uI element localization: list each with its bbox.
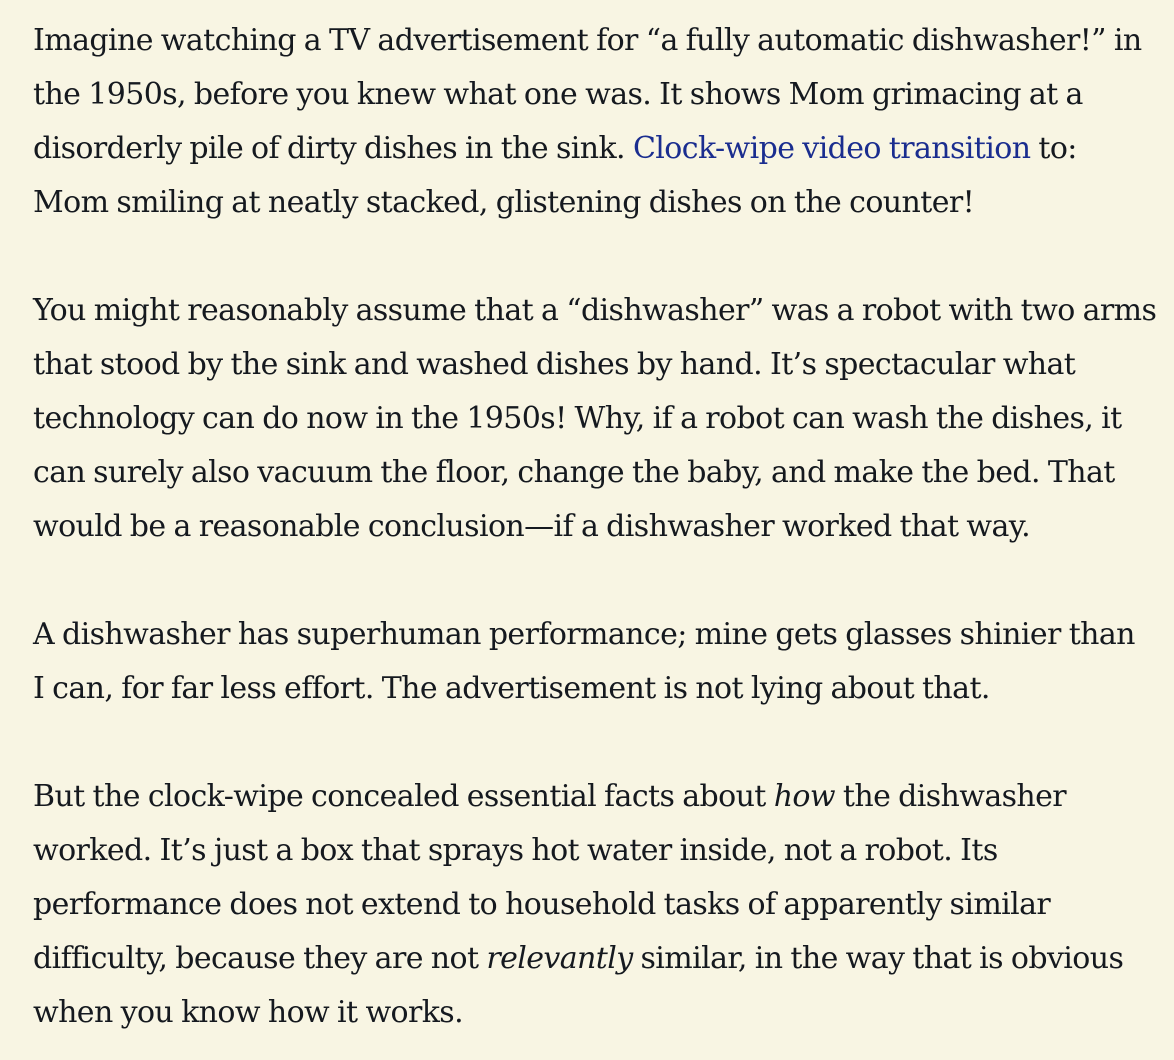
paragraph-2	[33, 284, 1157, 554]
text-line: A dishwasher has superhuman performance; mine gets glasses shinier than	[33, 617, 1135, 652]
paragraph-4	[33, 770, 1153, 1040]
clock-wipe-video-transition-link[interactable]: Clock-wipe video transition	[632, 131, 1031, 166]
text-fragment: disorderly pile of dirty dishes in the sink.	[33, 131, 633, 166]
text-fragment: But the clock-wipe concealed essential facts about	[33, 779, 774, 814]
text-fragment: the dishwasher	[834, 779, 1067, 814]
article-body	[33, 14, 1157, 1040]
text-line: worked. It’s just a box that sprays hot water inside, not a robot. Its	[33, 833, 998, 868]
emphasis-how: how	[773, 779, 835, 814]
paragraph-3	[33, 608, 1153, 716]
paragraph-1	[33, 14, 1153, 230]
text-line: technology can do now in the 1950s! Why, if a robot can wash the dishes, it	[33, 401, 1122, 436]
text-line: Imagine watching a TV advertisement for “a fully automatic dishwasher!” in	[33, 23, 1142, 58]
text-line	[33, 770, 1153, 824]
text-line: when you know how it works.	[33, 995, 464, 1030]
text-line: can surely also vacuum the floor, change the baby, and make the bed. That	[33, 455, 1115, 490]
text-fragment: to:	[1030, 131, 1077, 166]
text-line: that stood by the sink and washed dishes by hand. It’s spectacular what	[33, 347, 1076, 382]
paragraph-gap	[33, 716, 1153, 770]
text-line	[33, 932, 1153, 986]
text-line: would be a reasonable conclusion—if a dishwasher worked that way.	[33, 509, 1031, 544]
text-fragment: similar, in the way that is obvious	[632, 941, 1124, 976]
text-line: You might reasonably assume that a “dishwasher” was a robot with two arms	[33, 293, 1157, 328]
paragraph-gap	[33, 230, 1153, 284]
text-line: I can, for far less effort. The advertisement is not lying about that.	[33, 671, 990, 706]
text-line	[33, 122, 1153, 176]
emphasis-relevantly: relevantly	[486, 941, 633, 976]
text-line: performance does not extend to household tasks of apparently similar	[33, 887, 1051, 922]
paragraph-gap	[33, 554, 1153, 608]
text-line: the 1950s, before you knew what one was. It shows Mom grimacing at a	[33, 77, 1083, 112]
text-fragment: difficulty, because they are not	[33, 941, 487, 976]
text-line: Mom smiling at neatly stacked, glistening dishes on the counter!	[33, 185, 975, 220]
